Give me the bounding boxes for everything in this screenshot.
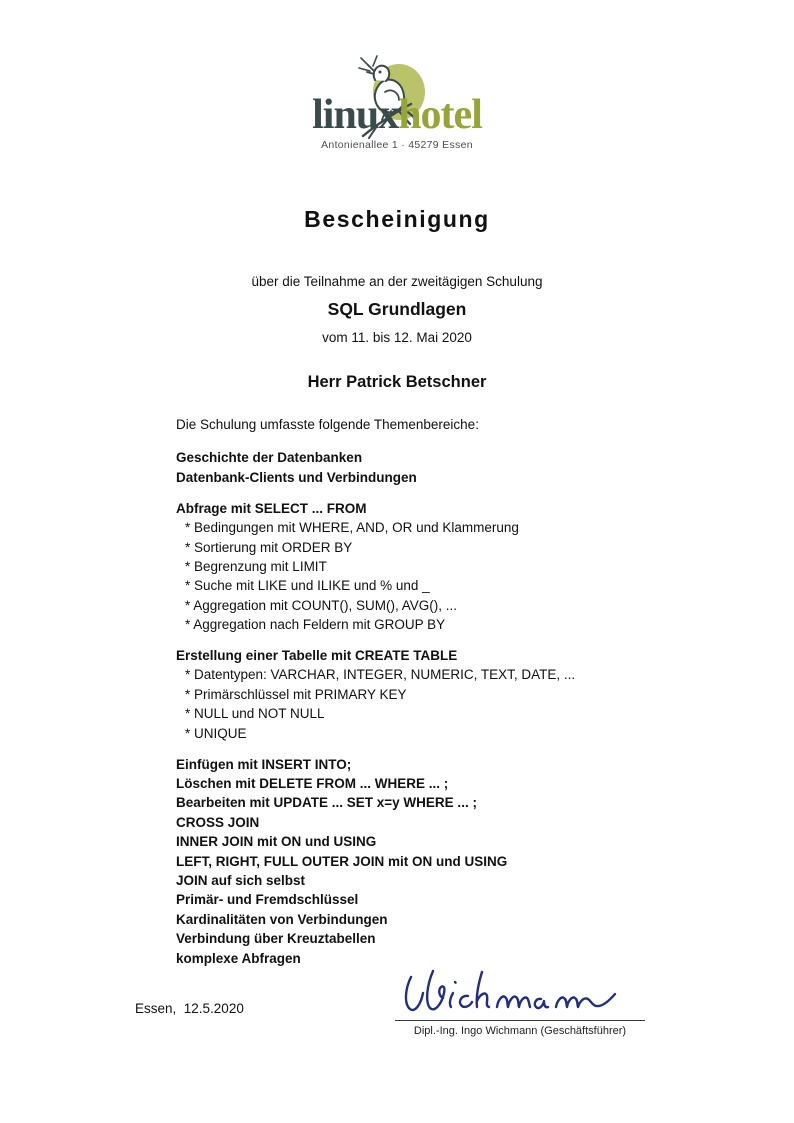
topic-bullet: * Primärschlüssel mit PRIMARY KEY (185, 686, 407, 702)
topics-lead: Die Schulung umfasste folgende Themenbereiche: (176, 417, 479, 432)
topic-heading: LEFT, RIGHT, FULL OUTER JOIN mit ON und USING (176, 853, 508, 869)
topic-bullet: * Suche mit LIKE und ILIKE und % und _ (185, 578, 430, 594)
topic-heading: Einfügen mit INSERT INTO; (176, 756, 352, 772)
topic-bullet: * Aggregation nach Feldern mit GROUP BY (185, 617, 446, 633)
topic-bullet: * Datentypen: VARCHAR, INTEGER, NUMERIC, TEXT, DATE, ... (185, 667, 576, 683)
topic-bullet: * Bedingungen mit WHERE, AND, OR und Klammerung (185, 520, 519, 536)
topic-bullet: * Begrenzung mit LIMIT (185, 558, 327, 574)
topic-group (176, 755, 738, 968)
topic-heading: Primär- und Fremdschlüssel (176, 892, 359, 908)
topic-heading: Löschen mit DELETE FROM ... WHERE ... ; (176, 776, 449, 791)
topics-section (176, 415, 738, 980)
topic-bullet: * UNIQUE (185, 725, 247, 741)
participant-name: Herr Patrick Betschner (307, 373, 487, 391)
topic-heading: komplexe Abfragen (176, 950, 301, 966)
topic-heading: JOIN auf sich selbst (176, 873, 306, 889)
topic-heading: Datenbank-Clients und Verbindungen (176, 469, 417, 485)
topic-heading: Bearbeiten mit UPDATE ... SET x=y WHERE ... ; (176, 795, 477, 811)
course-dates: vom 11. bis 12. Mai 2020 (322, 330, 472, 345)
topic-heading: Erstellung einer Tabelle mit CREATE TABLE (176, 648, 458, 664)
topic-bullet: * NULL und NOT NULL (185, 706, 325, 722)
company-address: Antonienallee 1 · 45279 Essen (321, 139, 473, 151)
topic-heading: Geschichte der Datenbanken (176, 450, 363, 466)
signature-block (395, 963, 645, 1037)
topic-group (176, 646, 738, 743)
place-and-date: Essen, 12.5.2020 (135, 1001, 244, 1016)
topic-group (176, 448, 738, 487)
page-title: Bescheinigung (304, 206, 490, 232)
logo (0, 94, 794, 136)
topic-bullet: * Aggregation mit COUNT(), SUM(), AVG(), ... (185, 597, 458, 613)
intro-subtitle: über die Teilnahme an der zweitägigen Schulung (251, 274, 543, 289)
topic-heading: Verbindung über Kreuztabellen (176, 931, 376, 947)
signature-handwriting-icon (395, 963, 645, 1020)
topic-heading: Abfrage mit SELECT ... FROM (176, 500, 367, 516)
topic-bullet: * Sortierung mit ORDER BY (185, 539, 353, 555)
brand-linux: linux (312, 92, 399, 138)
course-title: SQL Grundlagen (327, 299, 467, 319)
topic-heading: INNER JOIN mit ON und USING (176, 834, 377, 850)
signatory-caption: Dipl.-Ing. Ingo Wichmann (Geschäftsführer) (395, 1020, 645, 1037)
signature-strokes (406, 971, 615, 1010)
brand-hotel: hotel (398, 92, 482, 138)
topic-heading: CROSS JOIN (176, 814, 260, 830)
topic-group (176, 499, 738, 635)
topic-heading: Kardinalitäten von Verbindungen (176, 911, 388, 927)
